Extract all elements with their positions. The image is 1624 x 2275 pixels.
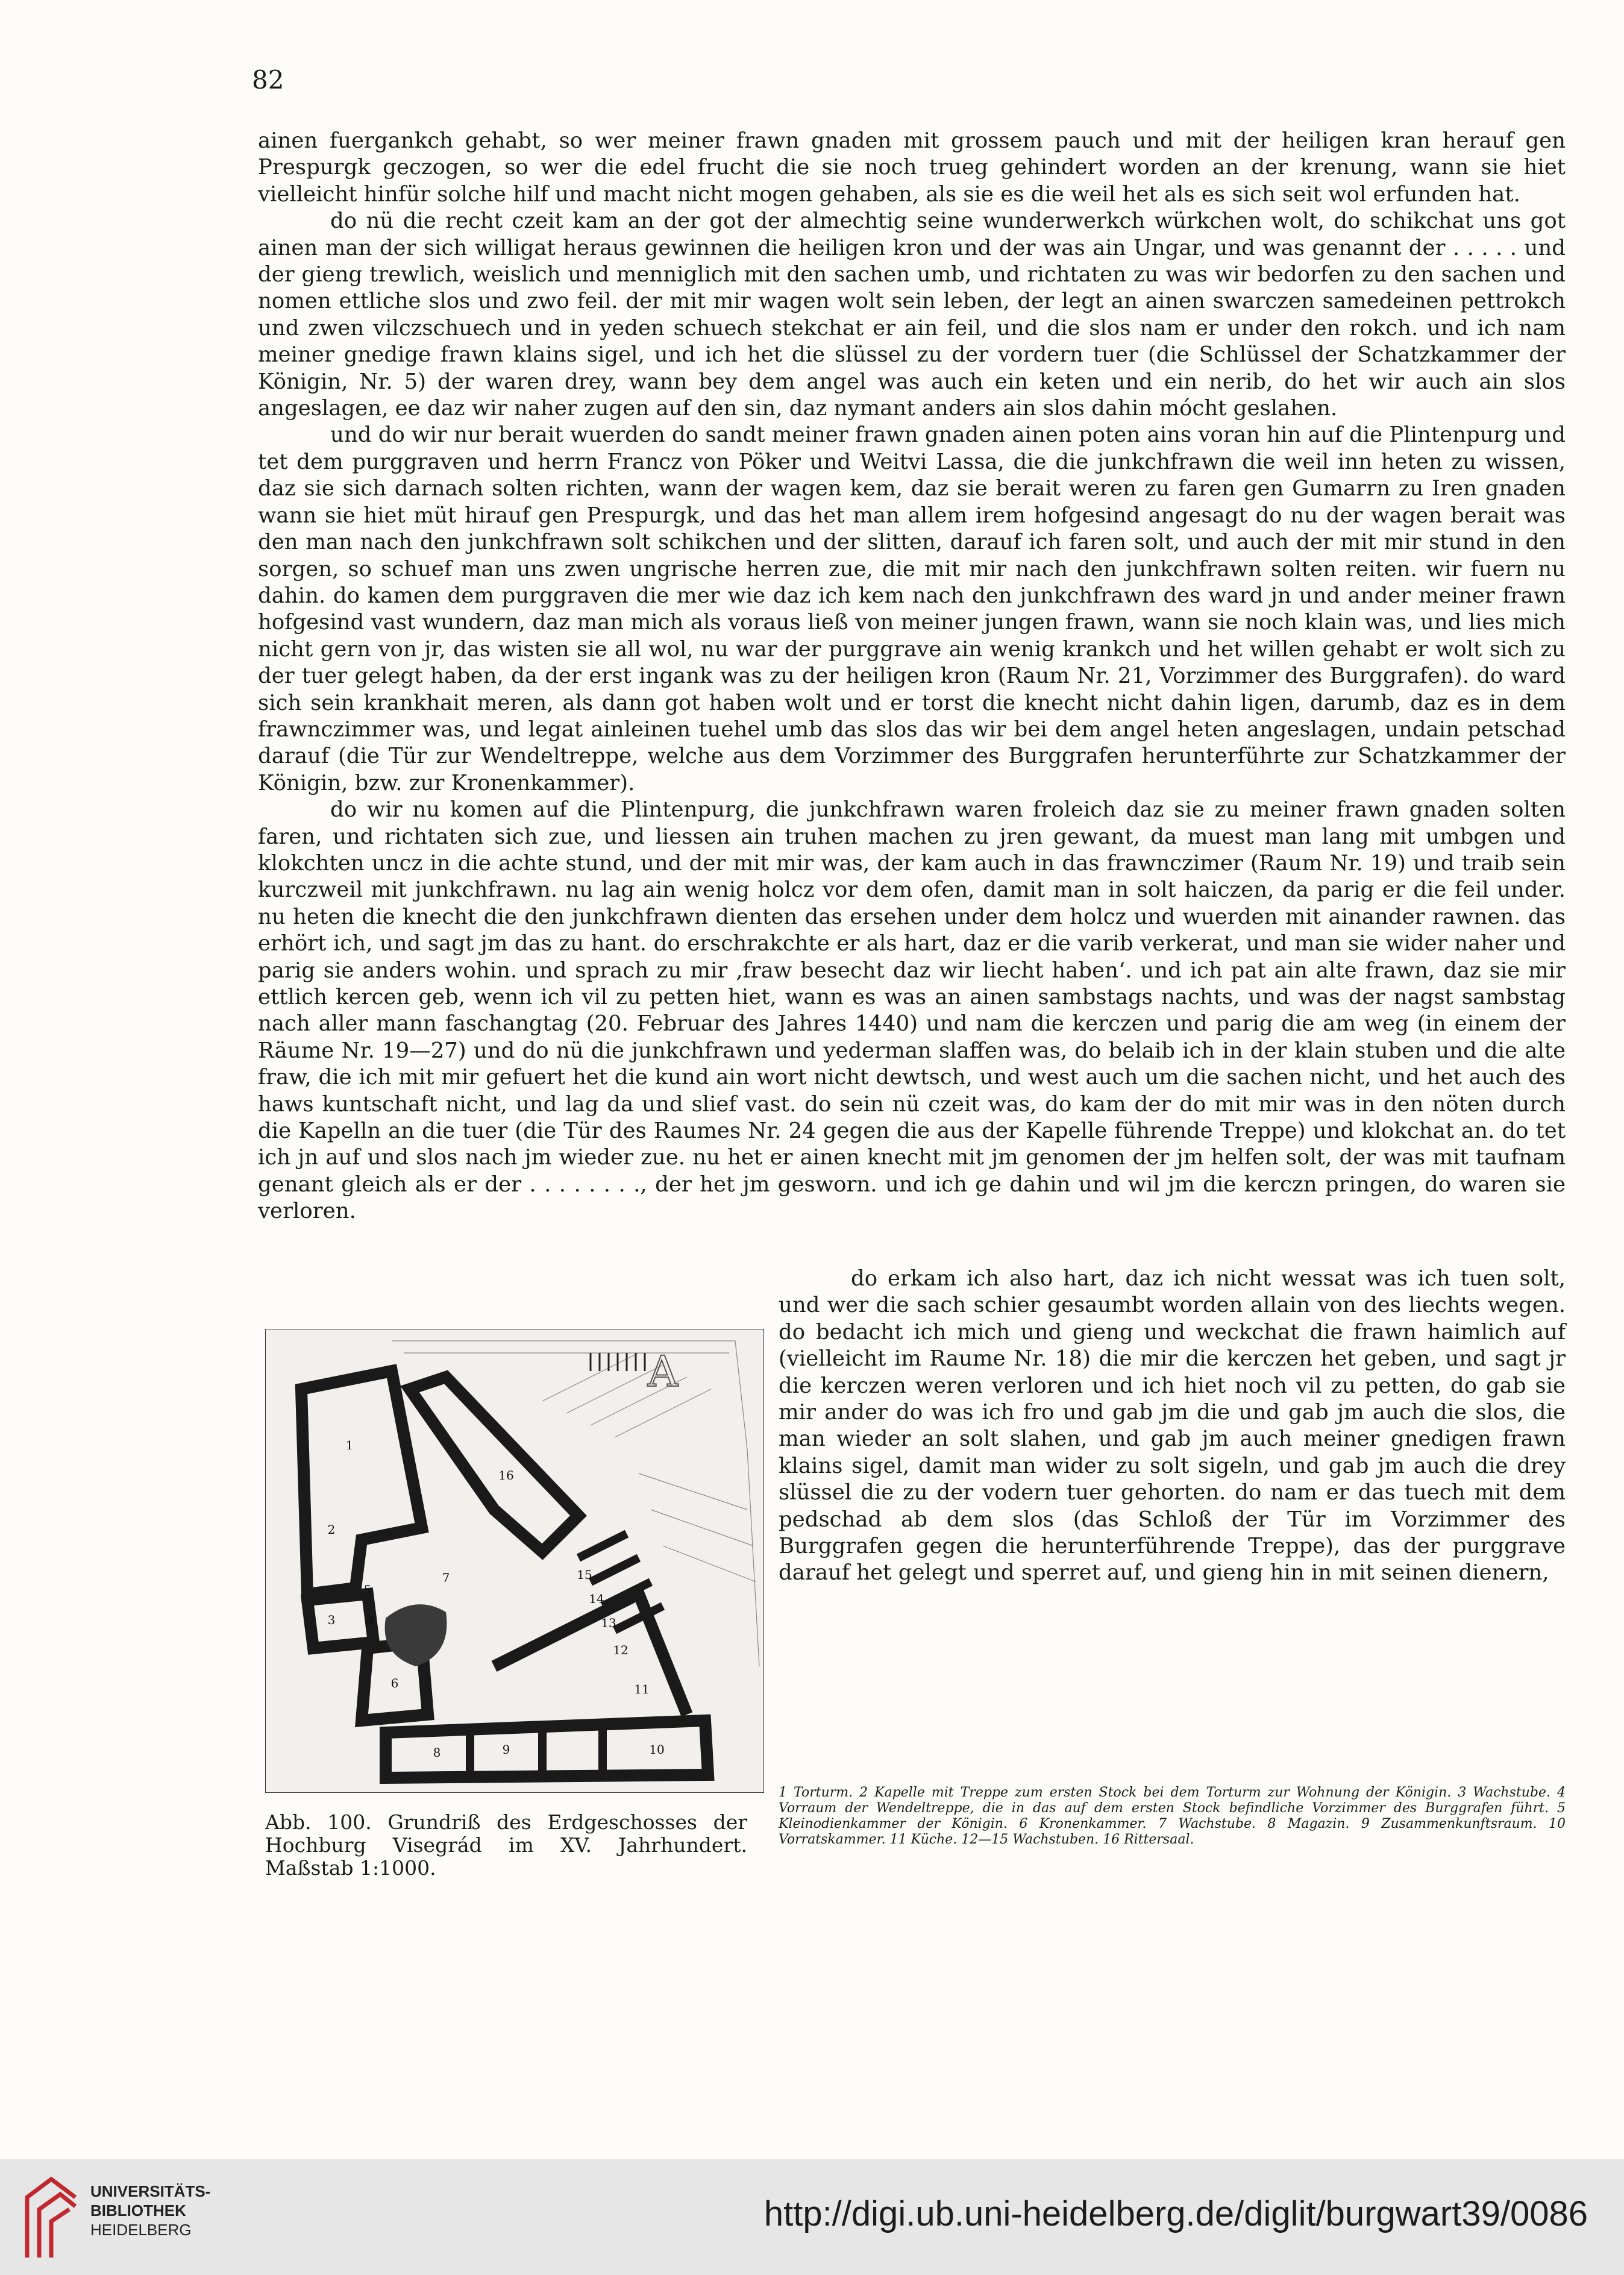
room-label: 11 [634, 1682, 650, 1696]
room-label: 2 [327, 1522, 336, 1537]
figure-legend: 1 Torturm. 2 Kapelle mit Treppe zum ersten Stock bei dem Torturm zur Wohnung der Königin. 3 Wachstube. 4 Vorraum der Wendeltreppe, die in das auf dem ersten Stock befindliche Vorzimmer des Burggrafen führt. 5 Kleinodienkammer der Königin. 6 Kronenkammer. 7 Wachstube. 8 Magazin. 9 Zusammenkunftsraum. 10 Vorratskammer. 11 Küche. 12—15 Wachstuben. 16 Rittersaal. [779, 1785, 1566, 1847]
room-label: 12 [613, 1643, 629, 1657]
paragraph: und do wir nur berait wuerden do sandt meiner frawn gnaden ainen poten ains voran hin auf die Plintenpurg und tet dem purggraven und herrn Francz von Pöker und Weitvi Lassa, die die junkchfrawn die weil inn heten zu wissen, daz sie sich darnach solten richten, wann der wagen kem, daz sie berait weren zu faren gen Gumarrn zu Iren gnaden wann sie hiet müt hirauf gen Prespurgk, und das het man allem irem hofgesind angesagt do nu der wagen berait was den man nach den junkchfrawn solt schikchen und der slitten, darauf ich faren solt, und auch der mit mir stund in den sorgen, so schuef man uns zwen ungrische herren zue, die mit mir nach den junkchfrawn solten reiten. wir fuern nu dahin. do kamen dem purggraven die mer wie daz ich kem nach den junkchfrawn des ward jn und ander meiner frawn hofgesind vast wundern, daz man mich als voraus ließ von meiner jungen frawn, wann sie noch klain was, und lies mich nicht gern von jr, das wisten sie all wol, nu war der purggrave ain wenig krankch und het willen gehabt er wolt sich zu der tuer gelegt haben, da der erst ingank was zu der heiligen kron (Raum Nr. 21, Vorzimmer des Burggrafen). do ward sich sein krankhait meren, als dann got haben wolt und er torst die knecht nicht dahin ligen, darumb, daz es in dem frawnczimmer was, und legat ainleinen tuehel umb das slos das wir bei dem angel heten angeslagen, undain petschad darauf (die Tür zur Wendeltreppe, welche aus dem Vorzimmer des Burggrafen herunterführte zur Schatzkammer der Königin, bzw. zur Kronenkammer). [258, 422, 1566, 795]
body-text [258, 128, 1566, 1225]
floor-plan-drawing [265, 1329, 764, 1793]
footer-url-link[interactable]: http://digi.ub.uni-heidelberg.de/diglit/burgwart39/0086 [763, 2194, 1588, 2233]
room-label: 8 [433, 1745, 441, 1760]
library-name-line: HEIDELBERG [90, 2221, 192, 2239]
room-label: 13 [601, 1616, 616, 1630]
room-label: 16 [498, 1468, 514, 1483]
library-name [90, 2182, 210, 2239]
room-label: 3 [327, 1613, 336, 1627]
library-name-line: BIBLIOTHEK [90, 2201, 186, 2220]
library-logo-icon [18, 2173, 84, 2264]
body-text-beside-figure [779, 1266, 1566, 1587]
room-label: 15 [577, 1567, 592, 1582]
room-label: 14 [589, 1592, 604, 1606]
paragraph: do wir nu komen auf die Plintenpurg, die junkchfrawn waren froleich daz sie zu meiner frawn gnaden solten faren, und richtaten sich zue, und liessen ain truhen machen zu jren gewant, da muest man lang mit umbgen und klokchten uncz in die achte stund, und der mit mir was, der kam auch in das frawnczimer (Raum Nr. 19) und traib sein kurczweil mit junkchfrawn. nu lag ain wenig holcz vor dem ofen, damit man in solt haiczen, da parig er die feil under. nu heten die knecht die den junkchfrawn dienten das ersehen under dem holcz und wuerden mit ainander rawnen. das erhört ich, und sagt jm das zu hant. do erschrakchte er als hart, daz er die varib verkerat, und man sie wider naher und parig sie anders wohin. und sprach zu mir ‚fraw besecht daz wir liecht haben‘. und ich pat ain alte frawn, daz sie mir ettlich kercen geb, wenn ich vil zu petten hiet, wann es was an ainen sambstags nachts, und was der nagst sambstag nach aller mann faschangtag (20. Februar des Jahres 1440) und nam die kerczen und parig die am weg (in einem der Räume Nr. 19—27) und do nü die junkchfrawn und yederman slaffen was, do belaib ich in der klain stuben und die alte fraw, die ich mit mir gefuert het die kund ain wort nicht dewtsch, und west auch um die sachen nicht, und het auch des haws kuntschaft nicht, und lag da und slief vast. do sein nü czeit was, do kam der do mit mir was in den nöten durch die Kapelln an die tuer (die Tür des Raumes Nr. 24 gegen die aus der Kapelle führende Treppe) und klokchat an. do tet ich jn auf und slos nach jm wieder zue. nu het er ainen knecht mit jm genomen der jm helfen solt, der was mit taufnam genant gleich als er der . . . . . . . ., der het jm gesworn. und ich ge dahin und wil jm die kerczn pringen, do waren sie verloren. [258, 797, 1566, 1224]
room-label: 7 [442, 1571, 450, 1585]
paragraph: do erkam ich also hart, daz ich nicht wessat was ich tuen solt, und wer die sach schier gesaumbt worden allain von des liechts wegen. do bedacht ich mich und gieng und weckchat die frawn haimlich auf (vielleicht im Raume Nr. 18) die mir die kerczen het geben, und sagt jr die kerczen weren verloren und ich hiet noch vil zu petten, do gab sie mir ander do was ich fro und gab jm die und gab jm auch die slos, die man wieder an solt slahen, und gab jm auch meiner gnedigen frawn klains sigel, damit man wider zu solt sigeln, und gab jm auch die drey slüssel die zu der vodern tuer gehorten. do nam er das tuech mit dem pedschad ab dem slos (das Schloß der Tür im Vorzimmer des Burggrafen gegen die herunterführende Treppe), das der purggrave darauf het gelegt und sperret auf, und gieng hin in mit seinen dienern, [779, 1266, 1566, 1586]
room-label: 1 [345, 1438, 354, 1452]
room-label: 5 [363, 1583, 372, 1597]
room-label: 10 [649, 1742, 665, 1757]
page-number: 82 [252, 65, 284, 95]
figure-caption: Abb. 100. Grundriß des Erdgeschosses der Hochburg Visegrád im XV. Jahrhundert. Maßstab 1:1000. [265, 1810, 747, 1880]
paragraph: do nü die recht czeit kam an der got der almechtig seine wunderwerkch würkchen wolt, do schikchat uns got ainen man der sich willigat heraus gewinnen die heiligen kron und der was ain Ungar, und was genannt der . . . . . und der gieng trewlich, weislich und menniglich mit den sachen umb, und richtaten zu was wir bedorfen zu den sachen und nomen ettliche slos und zwo feil. der mit mir wagen wolt sein leben, der legt an ainen swarczen samedeinen pettrokch und zwen vilczschuech und in yeden schuech stekchat er ain feil, und die slos nam er under den rokch. und ich nam meiner gnedige frawn klains sigel, und ich het die slüssel zu der vordern tuer (die Schlüssel der Schatzkammer der Königin, Nr. 5) der waren drey, wann bey dem angel was auch ein keten und ein nerib, do het wir auch ain slos angeslagen, ee daz wir naher zugen auf den sin, daz nymant anders ain slos dahin mócht geslahen. [258, 209, 1566, 421]
north-marker: A [647, 1347, 679, 1396]
room-label: 6 [390, 1676, 399, 1690]
library-name-line: UNIVERSITÄTS- [90, 2182, 211, 2200]
room-label: 4 [366, 1613, 375, 1627]
room-label: 9 [502, 1742, 510, 1757]
paragraph: ainen fuergankch gehabt, so wer meiner frawn gnaden mit grossem pauch und mit der heiligen kran herauf gen Prespurgk geczogen, so wer die edel frucht die sie noch trueg gehindert worden an der krenung, wann sie hiet vielleicht hinfür solche hilf und macht nicht mogen gehaben, als sie es die weil het als es sich seit wol erfunden hat. [258, 128, 1566, 207]
